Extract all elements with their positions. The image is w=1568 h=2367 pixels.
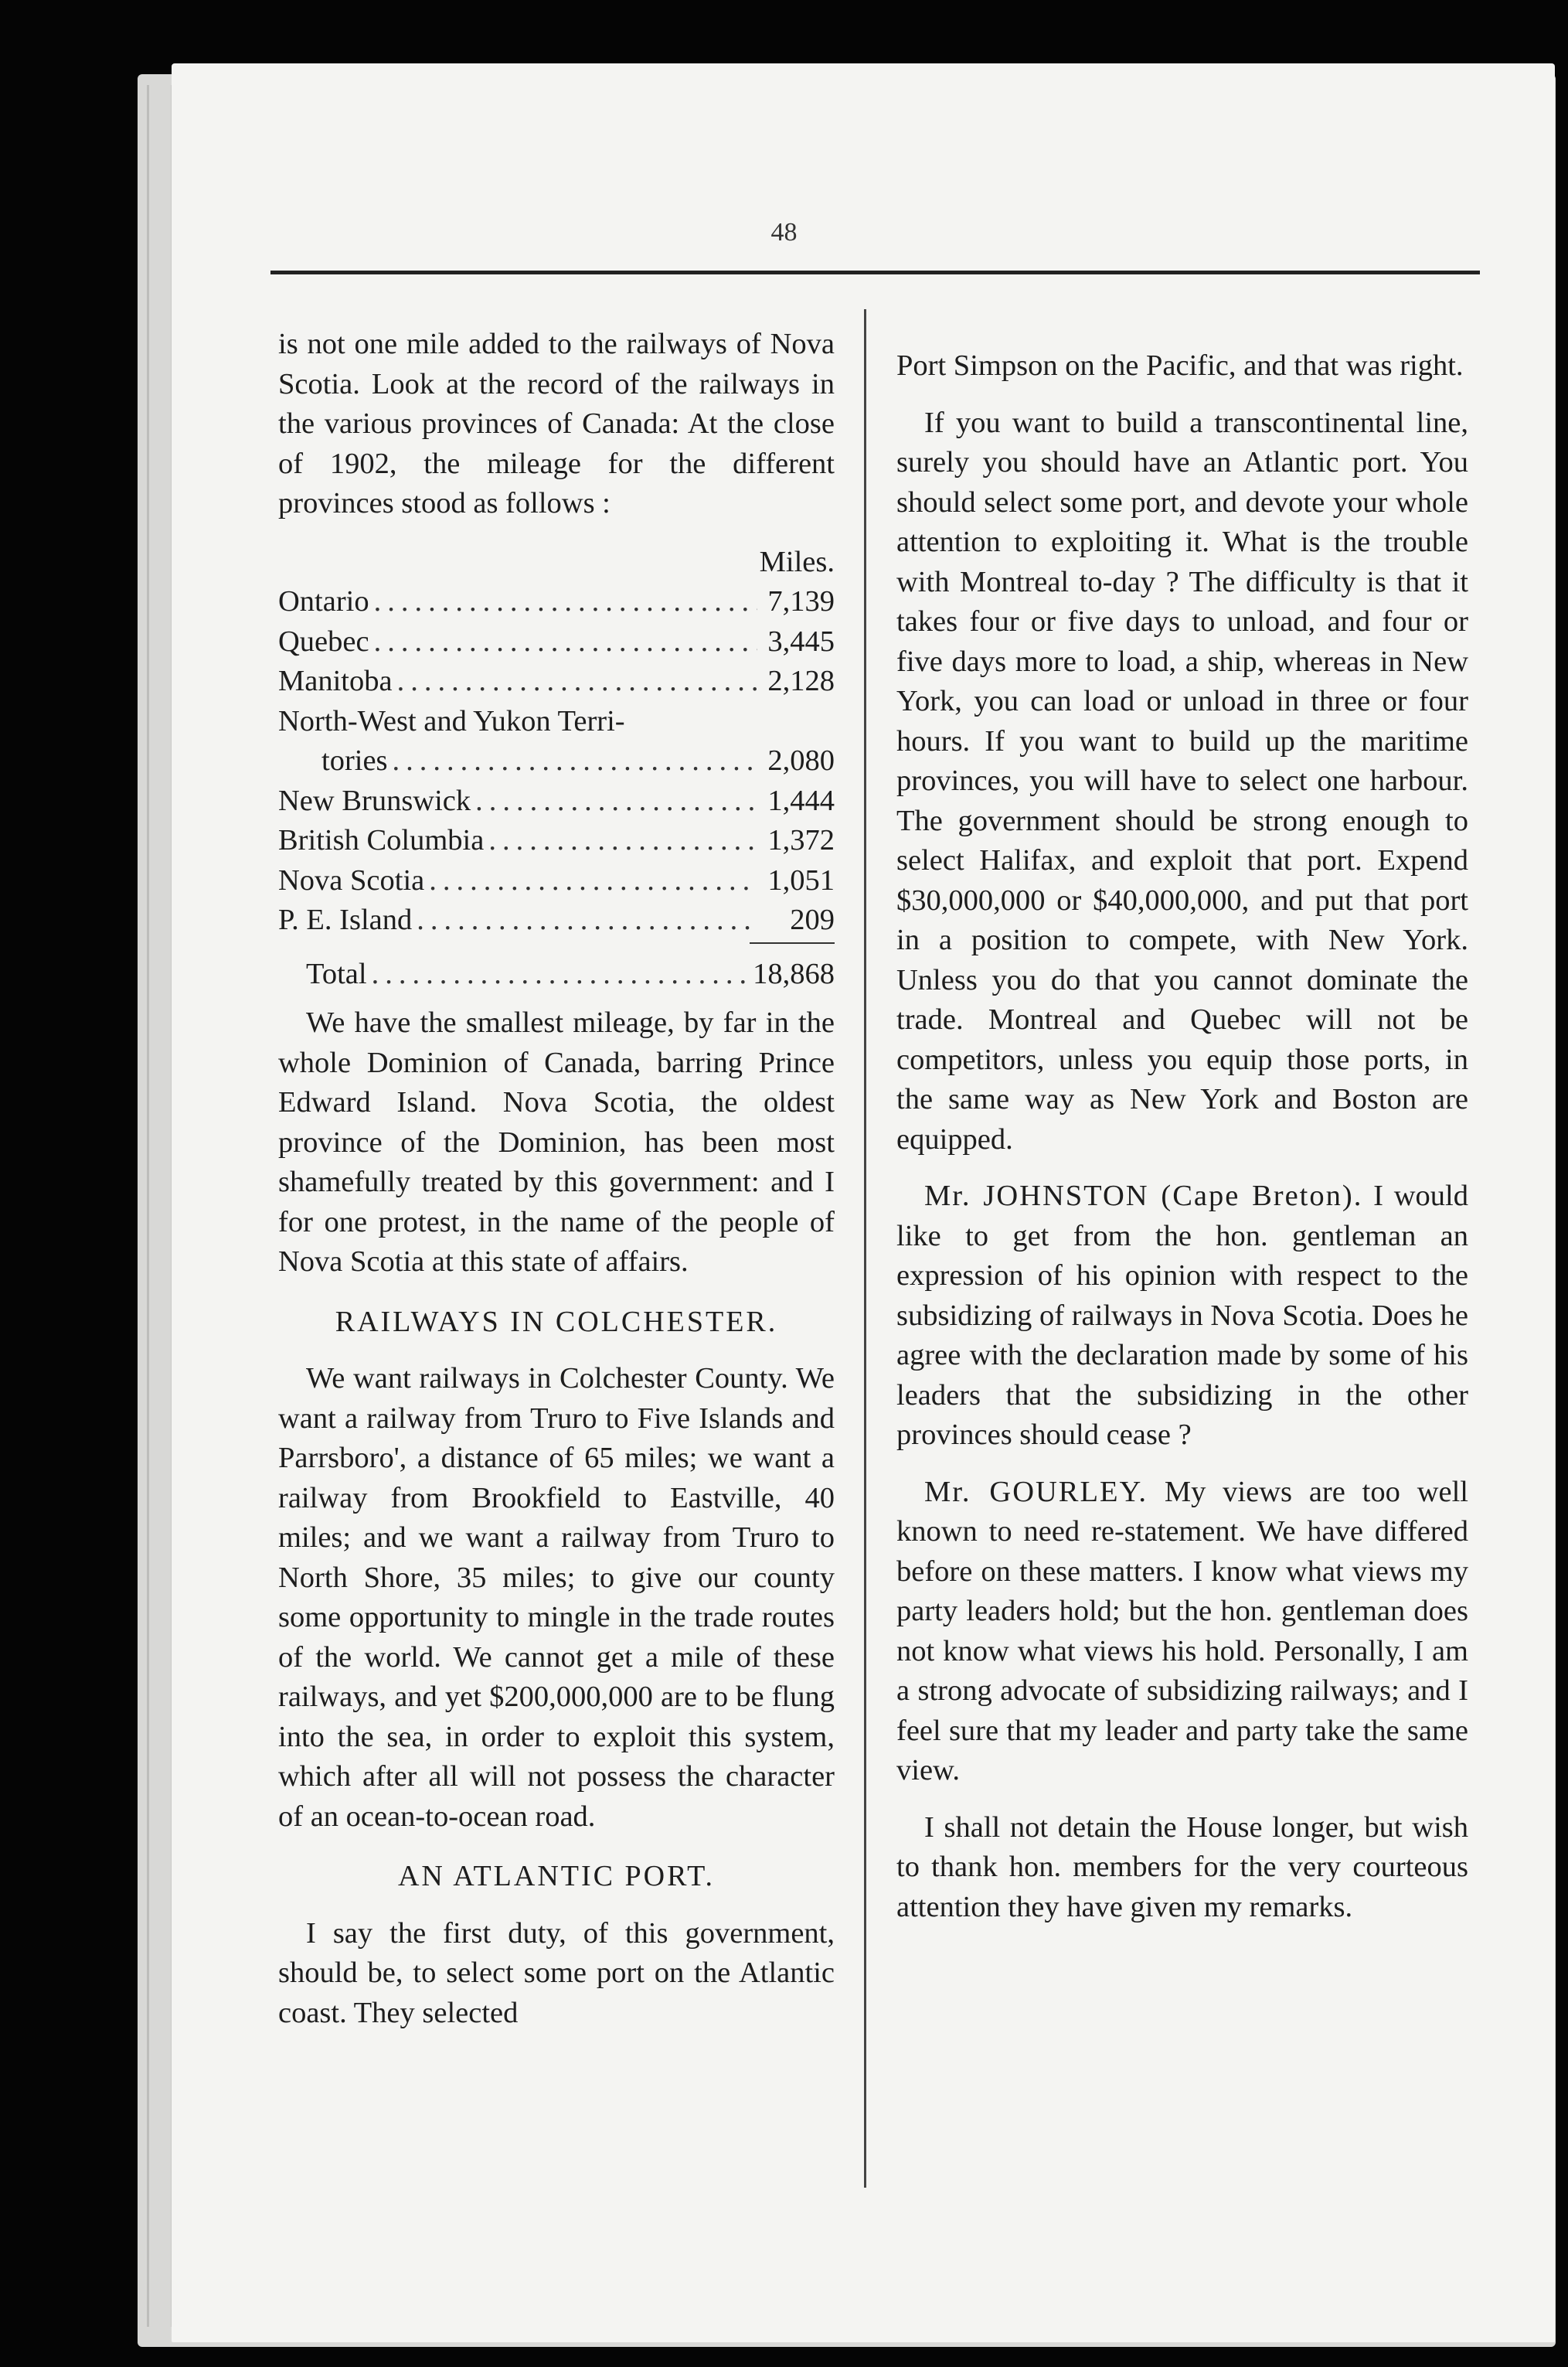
province-name: Nova Scotia	[278, 863, 425, 897]
dot-leader	[412, 901, 757, 941]
mileage-row	[278, 622, 835, 662]
mileage-value: 3,445	[767, 625, 835, 658]
total-rule	[750, 942, 835, 944]
total-value: 18,868	[753, 957, 835, 990]
smallest-mileage-paragraph: We have the smallest mileage, by far in the whole Dominion of Canada, barring Prince Edward Island. Nova Scotia, the oldest province of the Dominion, has been most shamefully treated by this government: and I for one protest, in the name of the people of Nova Scotia at this state of affairs.	[278, 1006, 835, 1278]
column-divider	[864, 309, 866, 2188]
mileage-table	[278, 582, 835, 994]
total-label: Total	[306, 957, 367, 990]
mileage-value: 1,444	[767, 784, 835, 817]
province-name: British Columbia	[278, 824, 485, 857]
province-name: Quebec	[278, 625, 369, 658]
mileage-row	[278, 662, 835, 702]
page-number: 48	[770, 218, 798, 247]
mileage-value: 209	[790, 904, 835, 936]
page-edges	[147, 85, 173, 2327]
mileage-value: 1,051	[767, 863, 835, 897]
mileage-value: 7,139	[767, 585, 835, 618]
section-heading-colchester: RAILWAYS IN COLCHESTER.	[335, 1305, 778, 1338]
mileage-value: 2,128	[767, 665, 835, 697]
total-row	[278, 955, 835, 995]
dot-leader	[369, 582, 757, 622]
transcontinental-paragraph: If you want to build a transcontinental line, surely you should have an Atlantic port. You should select some port, and devote your whole attention to exploiting it. What is the trouble with Montreal to-day ? The difficulty is that it takes four or five days to unload, and four or five days more to load, a ship, whereas in New York, you can load or unload in three or four hours. If you want to build up the maritime provinces, you will have to select one harbour. The government should be strong enough to select Halifax, and exploit that port. Expend $30,000,000 or $40,000,000, and put that port in a position to compete, with New York. Unless you do that you cannot dominate the trade. Montreal and Quebec will not be competitors, unless you equip those ports, in the same way as New York and Boston are equipped.	[896, 406, 1468, 1156]
mileage-row	[278, 702, 835, 742]
dot-leader	[367, 955, 753, 995]
section-heading-atlantic-port: AN ATLANTIC PORT.	[397, 1860, 716, 1892]
miles-header: Miles.	[759, 545, 835, 578]
speaker-johnston: Mr. JOHNSTON (Cape Breton).	[924, 1180, 1363, 1212]
province-name: P. E. Island	[278, 904, 413, 936]
province-name: North-West and Yukon Terri-	[278, 704, 625, 737]
left-column	[278, 325, 835, 2033]
intro-paragraph: is not one mile added to the railways of Nova Scotia. Look at the record of the railways in the various provinces of Canada: At the close of 1902, the mileage for the different provinces stood as follows :	[278, 328, 835, 519]
colchester-paragraph: We want railways in Colchester County. We want a railway from Truro to Five Islands and Parrsboro', a distance of 65 miles; we want a railway from Brookfield to Eastville, 40 miles; and we want a railway from Truro to North Shore, 35 miles; to give our county some opportunity to mingle in the trade routes of the world. We cannot get a mile of these railways, and yet $200,000,000 are to be flung into the sea, in order to exploit this system, which after all will not possess the character of an ocean-to-ocean road.	[278, 1362, 835, 1833]
dot-leader	[393, 662, 757, 702]
speaker-gourley: Mr. GOURLEY.	[924, 1475, 1148, 1508]
mileage-row	[278, 582, 835, 622]
mileage-row	[278, 901, 835, 941]
dot-leader	[424, 861, 757, 901]
province-name: tories	[321, 744, 388, 777]
mileage-value: 2,080	[767, 744, 835, 777]
province-name: Ontario	[278, 585, 369, 618]
port-simpson-paragraph: Port Simpson on the Pacific, and that was right.	[896, 349, 1464, 382]
province-name: Manitoba	[278, 665, 393, 697]
mileage-row	[278, 782, 835, 822]
johnston-text: I would like to get from the hon. gentleman an expression of his opinion with respect to the subsidizing of railways in Nova Scotia. Does he agree with the declaration made by some of his leaders that the subsidizing in the other provinces should cease ?	[896, 1180, 1468, 1451]
johnston-paragraph	[896, 1177, 1468, 1456]
dot-leader	[484, 821, 757, 861]
right-column	[896, 346, 1468, 1927]
closing-paragraph: I shall not detain the House longer, but wish to thank hon. members for the very courteous attention they have given my remarks.	[896, 1810, 1468, 1923]
gourley-text: My views are too well known to need re-statement. We have differed before on these matters. I know what views my party leaders hold; but the hon. gentleman does not know what views his hold. Personally, I am a strong advocate of subsidizing railways; and I feel sure that my leader and party take the same view.	[896, 1475, 1468, 1786]
mileage-row	[278, 861, 835, 901]
mileage-row	[278, 821, 835, 861]
mileage-row	[278, 741, 835, 782]
gourley-paragraph	[896, 1473, 1468, 1791]
dot-leader	[369, 622, 757, 662]
mileage-value: 1,372	[767, 824, 835, 857]
dot-leader	[471, 782, 757, 822]
dot-leader	[388, 741, 757, 782]
province-name: New Brunswick	[278, 784, 471, 817]
header-rule	[270, 271, 1480, 274]
atlantic-port-paragraph: I say the first duty, of this government, should be, to select some port on the Atlantic coast. They selected	[278, 1916, 835, 2029]
